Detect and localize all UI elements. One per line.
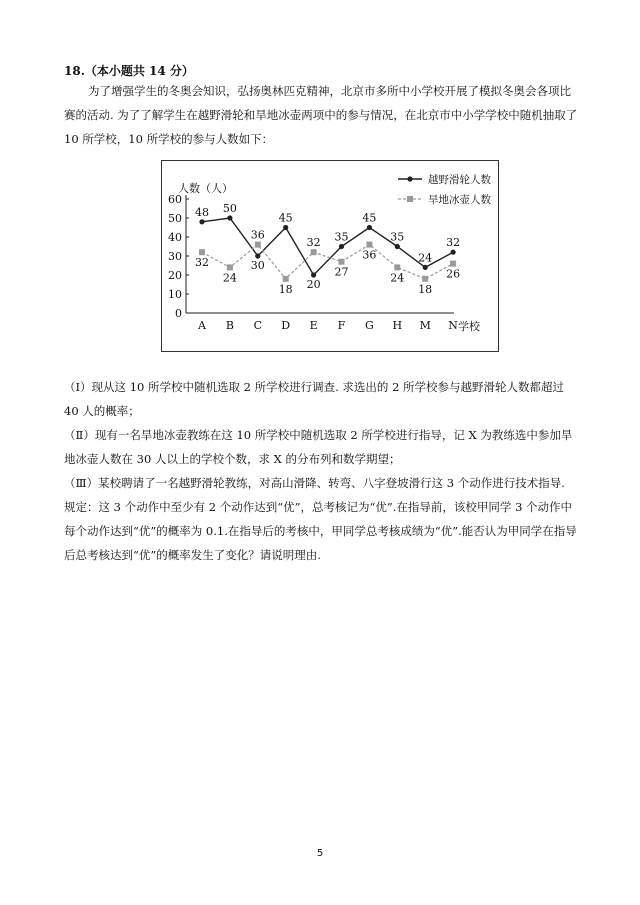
data-point-marker: [199, 249, 205, 255]
x-axis-label: 学校: [458, 320, 480, 333]
data-point-marker: [283, 225, 288, 230]
y-tick-label: 60: [168, 193, 182, 206]
data-label: 32: [195, 256, 209, 270]
problem-heading: 18.（本小题共 14 分）: [64, 64, 194, 78]
y-axis-label: 人数（人）: [178, 182, 233, 195]
data-label: 50: [222, 202, 237, 215]
data-point-marker: [366, 242, 372, 248]
y-tick-label: 20: [168, 269, 182, 282]
page-number: 5: [316, 848, 324, 859]
y-tick-label: 50: [168, 212, 182, 225]
x-tick-label: B: [225, 319, 234, 332]
x-tick-label: G: [365, 319, 374, 332]
x-tick-label: F: [337, 319, 346, 332]
x-tick-label: D: [281, 319, 291, 332]
y-tick-label: 40: [168, 231, 182, 244]
data-point-marker: [311, 272, 316, 277]
chart-canvas: [162, 161, 500, 353]
chart-series: [199, 215, 456, 281]
data-label: 32: [306, 236, 321, 250]
data-label: 45: [362, 211, 377, 225]
data-point-marker: [339, 259, 345, 265]
series-line: [202, 218, 453, 275]
data-label: 18: [278, 282, 293, 296]
legend-label: 旱地冰壶人数: [428, 194, 491, 206]
x-tick-label: A: [198, 319, 206, 332]
data-label: 24: [222, 271, 237, 285]
x-tick-label: M: [419, 319, 431, 332]
data-point-marker: [255, 242, 261, 248]
data-point-marker: [451, 250, 456, 255]
question-part-2: （Ⅱ）现有一名旱地冰壶教练在这 10 所学校中随机选取 2 所学校进行指导，记 X 为教练选中参加旱地冰壶人数在 30 人以上的学校个数，求 X 的分布列和数学期望；: [64, 428, 573, 466]
data-point-marker: [199, 219, 204, 224]
data-label: 20: [306, 278, 321, 291]
data-label: 30: [250, 259, 265, 272]
y-tick-label: 10: [168, 288, 182, 301]
data-label: 24: [418, 251, 433, 265]
data-point-marker: [227, 215, 232, 220]
question-part-3: （Ⅲ）某校聘请了一名越野滑轮教练，对高山滑降、转弯、八字登坡滑行这 3 个动作进行技术指导. 规定：这 3 个动作中至少有 2 个动作达到“优”，总考核记为“优”.在指导前，该校甲同学 3 个动作中每个动作达到“优”的概率为 0.1.在指导后的考核中，甲同学总考核成绩为“优”.能否认为甲同学在指导后总考核达到“优”的概率发生了变化？请说明理由.: [64, 476, 577, 562]
data-point-marker: [311, 249, 317, 255]
x-tick-label: N: [448, 319, 458, 332]
data-point-marker: [395, 244, 400, 249]
data-point-marker: [283, 276, 289, 282]
y-tick-label: 0: [175, 307, 182, 320]
data-label: 35: [334, 230, 349, 244]
data-label: 36: [250, 228, 265, 242]
data-label: 35: [390, 230, 405, 244]
data-label: 27: [334, 265, 349, 279]
data-point-marker: [450, 261, 456, 267]
data-label: 24: [390, 271, 405, 285]
data-point-marker: [422, 276, 428, 282]
data-label: 18: [418, 282, 433, 296]
data-label: 48: [195, 205, 209, 219]
legend-label: 越野滑轮人数: [428, 174, 491, 186]
y-tick-label: 30: [168, 250, 182, 263]
data-label: 36: [362, 248, 377, 262]
data-label: 26: [446, 267, 461, 281]
legend-swatch-marker: [407, 176, 412, 181]
data-point-marker: [255, 253, 260, 258]
x-tick-label: H: [392, 319, 403, 332]
data-point-marker: [423, 265, 428, 270]
data-label: 45: [278, 211, 293, 225]
x-tick-label: C: [253, 319, 263, 332]
line-chart: [161, 160, 499, 352]
chart-legend: [398, 173, 491, 206]
problem-intro: 为了增强学生的冬奥会知识，弘扬奥林匹克精神，北京市多所中小学校开展了模拟冬奥会各项比赛的活动. 为了了解学生在越野滑轮和旱地冰壶两项中的参与情况，在北京市中小学学校中随机抽取了 10 所学校，10 所学校的参与人数如下：: [64, 84, 578, 146]
chart-data-labels: [195, 202, 460, 296]
x-tick-label: E: [309, 319, 318, 332]
data-label: 32: [446, 236, 461, 250]
data-point-marker: [339, 244, 344, 249]
legend-swatch-marker: [407, 196, 413, 202]
data-point-marker: [367, 225, 372, 230]
question-part-1: （Ⅰ）现从这 10 所学校中随机选取 2 所学校进行调查. 求选出的 2 所学校参与越野滑轮人数都超过 40 人的概率；: [64, 380, 565, 418]
data-point-marker: [394, 264, 400, 270]
data-point-marker: [227, 264, 233, 270]
